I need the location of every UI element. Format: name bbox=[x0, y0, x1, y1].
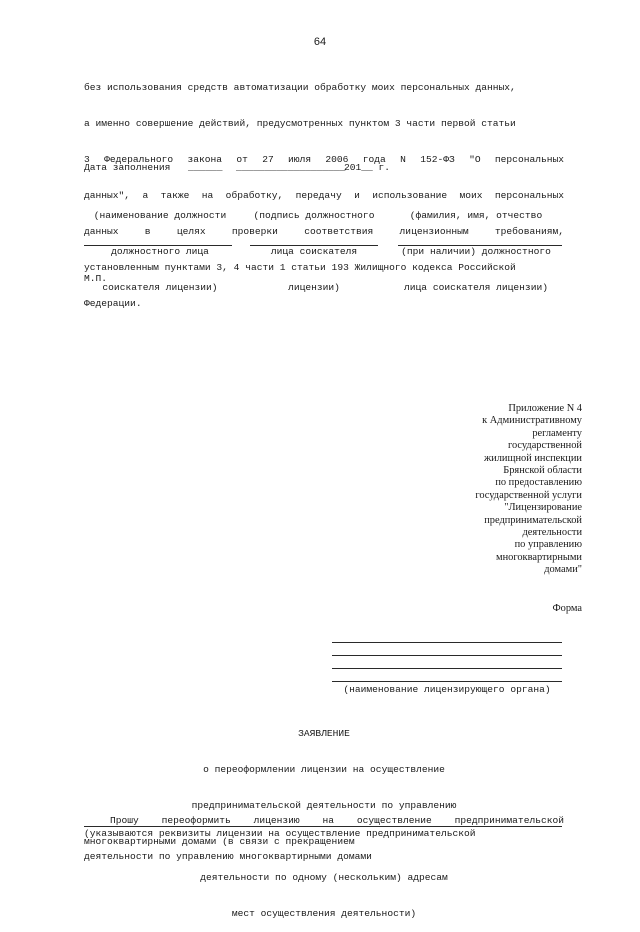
appendix-line: Приложение N 4 bbox=[508, 403, 582, 414]
consent-line: установленным пунктами 3, 4 части 1 статьи 193 Жилищного кодекса Российской bbox=[84, 262, 516, 273]
consent-line: данных", а также на обработку, передачу и использование моих персональных bbox=[84, 190, 564, 201]
caption-line: лицензии) bbox=[288, 282, 340, 293]
appendix-line: деятельности bbox=[522, 527, 582, 539]
caption-line: (наименование должности bbox=[93, 210, 227, 221]
appendix-line: Брянской области bbox=[503, 465, 582, 477]
fill-date-year: 201__ г. bbox=[344, 162, 391, 173]
statement-line: мест осуществления деятельности) bbox=[231, 908, 417, 919]
caption-line: должностного лица bbox=[111, 246, 209, 257]
fill-date-day-blank: ______ bbox=[188, 162, 223, 173]
consent-line: 3 Федерального закона от 27 июля 2006 года N 152-ФЗ "О персональных bbox=[84, 154, 564, 165]
signature-caption-position bbox=[80, 186, 240, 306]
authority-line-4 bbox=[332, 681, 562, 682]
page-number: 64 bbox=[313, 36, 327, 48]
consent-line: а именно совершение действий, предусмотренных пунктом 3 части первой статьи bbox=[84, 118, 516, 129]
authority-line-1 bbox=[332, 642, 562, 643]
consent-line: без использования средств автоматизации обработку моих персональных данных, bbox=[84, 82, 516, 93]
fill-date-month-blank: ___________________ bbox=[236, 162, 346, 173]
stamp-label: М.П. bbox=[84, 273, 108, 284]
appendix-line: предпринимательской bbox=[484, 514, 582, 526]
statement-line: о переоформлении лицензии на осуществление bbox=[203, 764, 445, 775]
caption-line: (подпись должностного bbox=[253, 210, 375, 221]
appendix-line: домами" bbox=[544, 564, 582, 576]
authority-line-3 bbox=[332, 668, 562, 669]
fill-date-label: Дата заполнения bbox=[84, 162, 171, 173]
appendix-line: по управлению bbox=[514, 539, 582, 551]
authority-caption: (наименование лицензирующего органа) bbox=[343, 684, 551, 695]
appendix-line: государственной услуги bbox=[475, 489, 582, 501]
authority-line-2 bbox=[332, 655, 562, 656]
appendix-line: многоквартирными bbox=[496, 551, 582, 563]
signature-caption-name bbox=[386, 186, 566, 306]
caption-line: лица соискателя лицензии) bbox=[404, 282, 548, 293]
caption-line: (при наличии) должностного bbox=[401, 246, 551, 257]
signature-caption-signature bbox=[240, 186, 388, 306]
request-line: деятельности по управлению многоквартирными домами bbox=[84, 851, 372, 862]
statement-line: многоквартирными домами (в связи с прекращением bbox=[84, 836, 355, 847]
appendix-line: государственной bbox=[507, 440, 582, 452]
statement-heading: ЗАЯВЛЕНИЕ bbox=[298, 728, 350, 739]
signature-line-position bbox=[84, 245, 232, 246]
footer-caption: (указываются реквизиты лицензии на осуществление предпринимательской bbox=[84, 828, 476, 839]
statement-line: предпринимательской деятельности по управлению bbox=[191, 800, 457, 811]
appendix-header bbox=[360, 403, 582, 577]
caption-line: соискателя лицензии) bbox=[102, 282, 218, 293]
signature-line-name bbox=[398, 245, 562, 246]
form-label: Форма bbox=[552, 603, 582, 614]
license-details-line bbox=[84, 826, 562, 827]
caption-line: лица соискателя bbox=[270, 246, 358, 257]
request-line: Прошу переоформить лицензию на осуществление предпринимательской bbox=[110, 815, 564, 826]
appendix-line: по предоставлению bbox=[495, 477, 582, 489]
signature-line-signature bbox=[250, 245, 378, 246]
caption-line: (фамилия, имя, отчество bbox=[409, 210, 543, 221]
appendix-line: "Лицензирование bbox=[504, 502, 582, 514]
consent-line: Федерации. bbox=[84, 298, 142, 309]
appendix-line: жилищной инспекции bbox=[483, 452, 582, 464]
statement-line: деятельности по одному (нескольким) адресам bbox=[200, 872, 448, 883]
appendix-line: к Административному bbox=[482, 415, 582, 427]
consent-line: данных в целях проверки соответствия лицензионным требованиям, bbox=[84, 226, 564, 237]
appendix-line: регламенту bbox=[532, 427, 582, 439]
